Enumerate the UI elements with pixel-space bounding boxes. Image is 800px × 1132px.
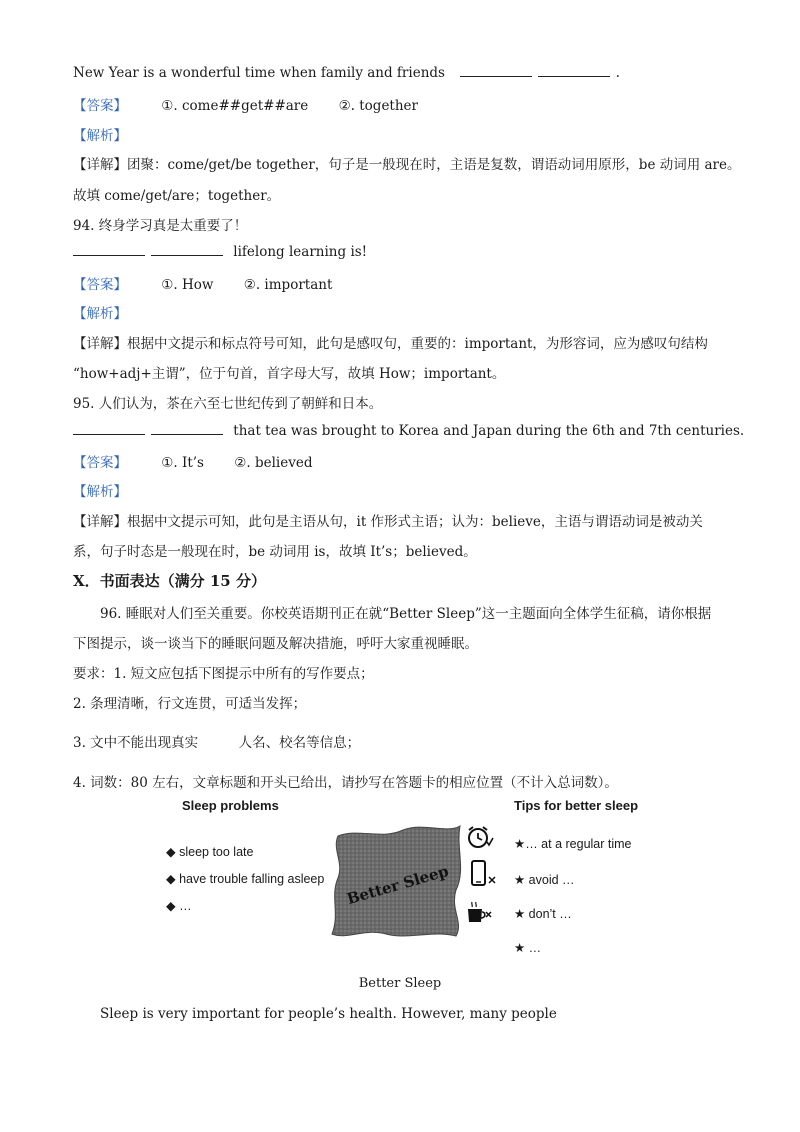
- q96-prompt-1: 96. 睡眠对人们至关重要。你校英语期刊正在就“Better Sleep”这一主题面向全体学生征稿，请你根据: [100, 606, 712, 622]
- detail-text: 根据中文提示可知，此句是主语从句，it 作形式主语；认为：believe，主语与谓语动词是被动关: [127, 514, 703, 530]
- q93-detail-2: 故填 come/get/are；together。: [73, 188, 281, 204]
- problem-item: ◆ …: [166, 899, 192, 913]
- requirement-3: 3. 文中不能出现真实 人名、校名等信息；: [73, 735, 361, 751]
- q95-prompt: 95. 人们认为，茶在六至七世纪传到了朝鲜和日本。: [73, 396, 383, 412]
- tip-item: ★ don’t …: [514, 907, 572, 921]
- tip-item: ★ avoid …: [514, 873, 575, 887]
- blank-1: [460, 64, 532, 77]
- tip-item: ★… at a regular time: [514, 837, 632, 851]
- q95-detail-2: 系，句子时态是一般现在时，be 动词用 is，故填 It’s；believed。: [73, 544, 477, 560]
- tip-item: ★ …: [514, 941, 542, 955]
- better-sleep-blob-image: [328, 818, 468, 942]
- q94-detail-1: [73, 332, 708, 352]
- q94-detail-2: “how+adj+主谓”，位于句首，首字母大写，故填 How；important。: [73, 366, 506, 382]
- answer-tag: 【答案】: [73, 455, 127, 471]
- q96-prompt-2: 下图提示，谈一谈当下的睡眠问题及解决措施，呼吁大家重视睡眠。: [73, 636, 478, 652]
- blank-2: [151, 243, 223, 256]
- detail-tag: 【详解】: [73, 157, 127, 173]
- q93-detail-1: [73, 153, 741, 173]
- q93-sentence: New Year is a wonderful time when family and friends: [73, 65, 445, 81]
- q94-prompt: 94. 终身学习真是太重要了！: [73, 218, 248, 234]
- blank-1: [73, 422, 145, 435]
- requirement-1: 要求：1. 短文应包括下图提示中所有的写作要点；: [73, 666, 374, 682]
- essay-opening: Sleep is very important for people’s health. However, many people: [100, 1006, 557, 1022]
- detail-text: 团聚：come/get/be together，句子是一般现在时，主语是复数，谓语动词用原形，be 动词用 are。: [127, 157, 741, 173]
- detail-text: 根据中文提示和标点符号可知，此句是感叹句，重要的：important，为形容词，应为感叹句结构: [127, 336, 708, 352]
- q95-detail-1: [73, 510, 703, 530]
- blank-2: [151, 422, 223, 435]
- answer-2: ②. together: [338, 98, 418, 114]
- q94-sentence: lifelong learning is!: [233, 244, 368, 260]
- q93-sentence-line: [73, 64, 620, 81]
- requirement-4: 4. 词数：80 左右，文章标题和开头已给出，请抄写在答题卡的相应位置（不计入总词数）。: [73, 775, 618, 791]
- answer-tag: 【答案】: [73, 277, 127, 293]
- answer-1: ①. How: [161, 277, 214, 293]
- answer-tag: 【答案】: [73, 98, 127, 114]
- q94-answer: [73, 273, 358, 293]
- phone-cross-icon: [470, 860, 498, 886]
- q95-answer: [73, 451, 338, 471]
- q94-sentence-line: [73, 243, 367, 260]
- q95-sentence: that tea was brought to Korea and Japan during the 6th and 7th centuries.: [233, 423, 745, 439]
- answer-1: ①. come##get##are: [161, 98, 309, 114]
- writing-prompt-figure: [160, 796, 640, 966]
- problem-item: ◆ sleep too late: [166, 845, 254, 859]
- problems-title: Sleep problems: [182, 798, 279, 813]
- alarm-clock-check-icon: [466, 824, 494, 850]
- q93-answer: [73, 94, 444, 114]
- coffee-cup-cross-icon: [466, 900, 494, 926]
- blank-2: [538, 64, 610, 77]
- analysis-tag: 【解析】: [73, 128, 127, 144]
- essay-title: Better Sleep: [358, 976, 442, 991]
- problem-item: ◆ have trouble falling asleep: [166, 872, 325, 886]
- analysis-tag: 【解析】: [73, 484, 127, 500]
- answer-1: ①. It’s: [161, 455, 204, 471]
- detail-tag: 【详解】: [73, 336, 127, 352]
- answer-2: ②. believed: [234, 455, 313, 471]
- tips-title: Tips for better sleep: [514, 798, 639, 813]
- requirement-2: 2. 条理清晰，行文连贯，可适当发挥；: [73, 696, 307, 712]
- detail-tag: 【详解】: [73, 514, 127, 530]
- q95-sentence-line: [73, 422, 744, 439]
- period: .: [615, 65, 620, 81]
- analysis-tag: 【解析】: [73, 306, 127, 322]
- answer-2: ②. important: [243, 277, 333, 293]
- blob-label: Better Sleep: [344, 861, 451, 909]
- blank-1: [73, 243, 145, 256]
- section-title: X．书面表达（满分 15 分）: [73, 572, 266, 590]
